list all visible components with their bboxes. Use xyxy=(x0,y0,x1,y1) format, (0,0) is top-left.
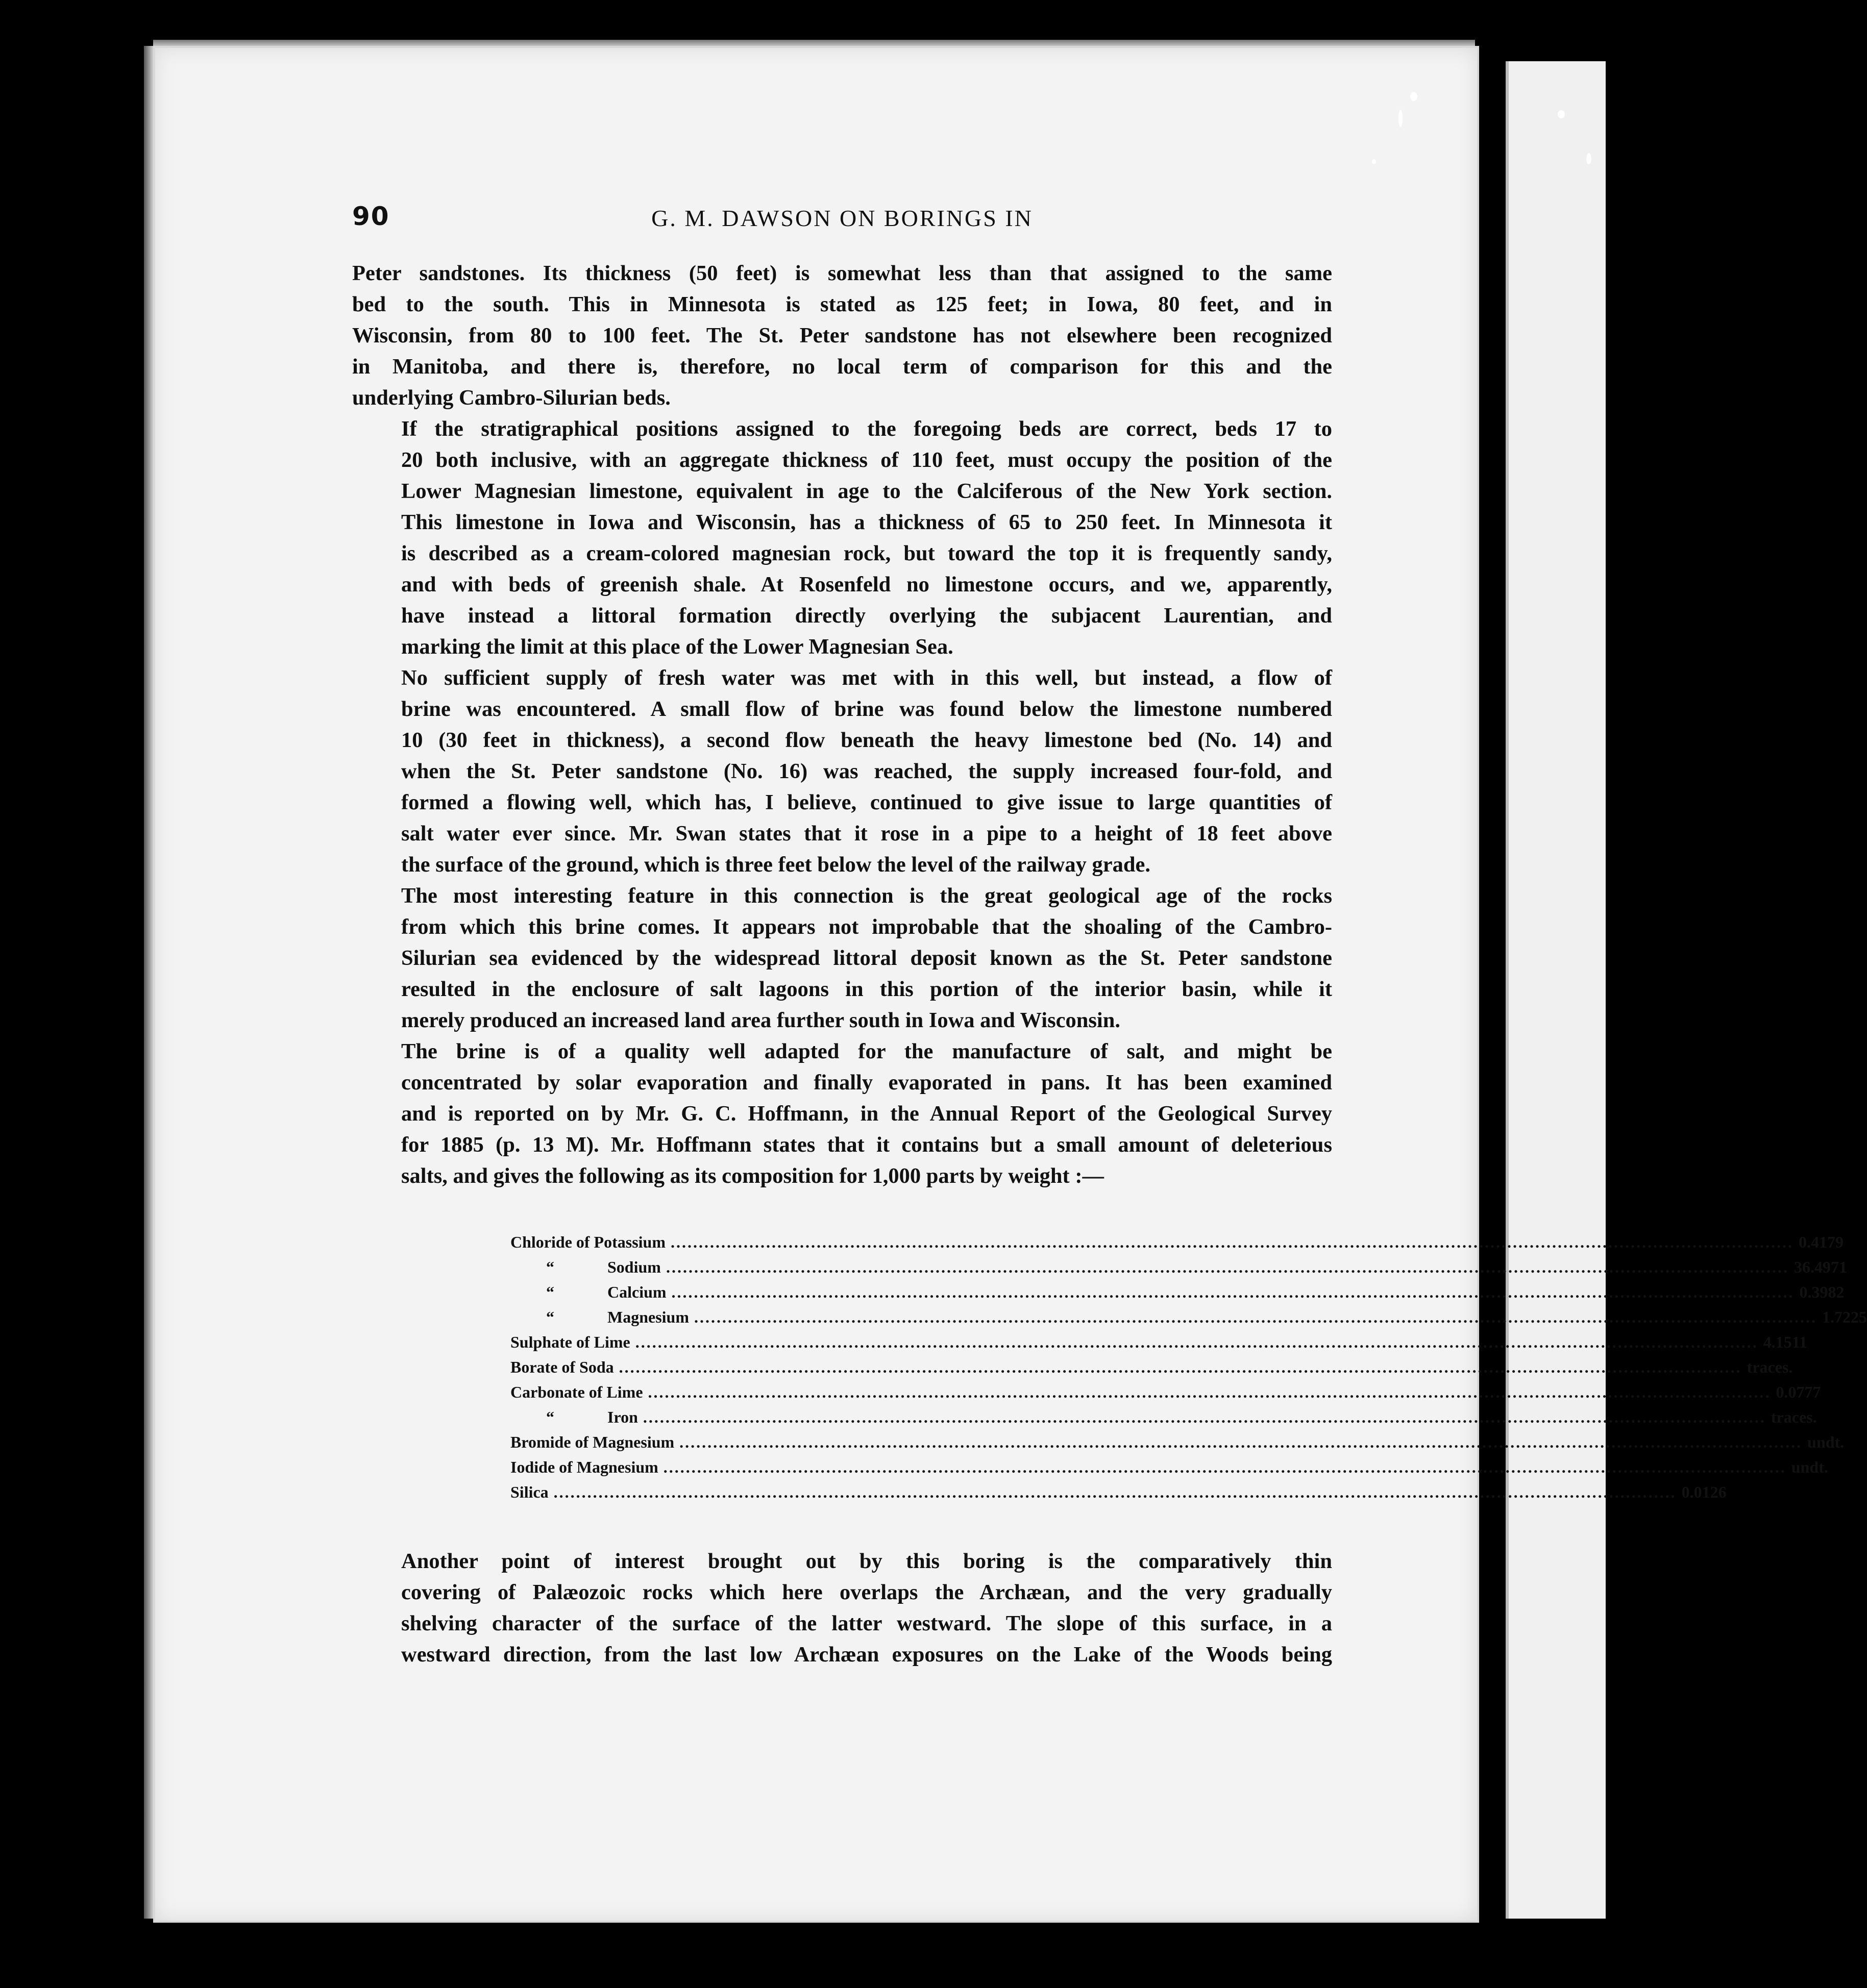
text-line: If the stratigraphical positions assigned to the foregoing beds are correct, beds 17 to xyxy=(401,417,1332,441)
leader-dots: ........................................................................................................................................................................................................ xyxy=(663,1458,1786,1476)
row-value: 1.7225 xyxy=(1822,1308,1867,1326)
text-line: Peter sandstones. Its thickness (50 feet) is somewhat less than that assigned to the same xyxy=(352,261,1332,285)
ditto-mark: “ xyxy=(546,1408,554,1426)
row-value: traces. xyxy=(1747,1358,1793,1376)
row-value: undt. xyxy=(1807,1433,1845,1451)
leader-dots: ........................................................................................................................................................................................................ xyxy=(671,1283,1795,1301)
text-line: brine was encountered. A small flow of brine was found below the limestone numbered xyxy=(401,697,1332,721)
text-line: and with beds of greenish shale. At Rosenfeld no limestone occurs, and we, apparently, xyxy=(401,573,1332,597)
leader-dots: ........................................................................................................................................................................................................ xyxy=(553,1483,1677,1501)
table-row xyxy=(510,1280,1845,1305)
text-line: have instead a littoral formation directly overlying the subjacent Laurentian, and xyxy=(401,604,1332,628)
table-row xyxy=(510,1230,1844,1255)
text-line: The most interesting feature in this connection is the great geological age of the rocks xyxy=(401,884,1332,908)
ditto-mark: “ xyxy=(546,1258,554,1276)
leader-dots: ........................................................................................................................................................................................................ xyxy=(666,1258,1789,1276)
table-row xyxy=(510,1380,1821,1405)
scan-speck xyxy=(1372,159,1376,164)
table-row xyxy=(510,1305,1867,1330)
body-text xyxy=(352,258,1332,1191)
text-line: merely produced an increased land area further south in Iowa and Wisconsin. xyxy=(401,1008,1120,1032)
text-line: underlying Cambro-Silurian beds. xyxy=(352,386,671,410)
page-edge-left xyxy=(144,46,153,1919)
leader-dots: ........................................................................................................................................................................................................ xyxy=(643,1408,1766,1426)
row-label xyxy=(510,1255,661,1280)
paragraph xyxy=(352,1546,1332,1670)
row-value: traces. xyxy=(1771,1408,1817,1426)
leader-dots: ........................................................................................................................................................................................................ xyxy=(635,1333,1758,1351)
row-label xyxy=(510,1480,549,1505)
text-line: from which this brine comes. It appears not improbable that the shoaling of the Cambro- xyxy=(401,915,1332,939)
substance-name: Magnesium xyxy=(607,1308,689,1326)
row-label xyxy=(510,1430,674,1455)
paragraph xyxy=(352,413,1332,662)
text-line: This limestone in Iowa and Wisconsin, has a thickness of 65 to 250 feet. In Minnesota it xyxy=(401,510,1332,534)
running-title: G. M. DAWSON ON BORINGS IN xyxy=(651,205,1033,231)
table-row xyxy=(510,1330,1807,1355)
leader-dots: ........................................................................................................................................................................................................ xyxy=(619,1358,1742,1376)
leader-dots: ........................................................................................................................................................................................................ xyxy=(694,1308,1817,1326)
row-value: 4.1511 xyxy=(1763,1333,1807,1351)
page-header xyxy=(352,202,1332,237)
text-line: resulted in the enclosure of salt lagoons in this portion of the interior basin, while it xyxy=(401,977,1332,1001)
substance-name: Silica xyxy=(510,1483,549,1501)
text-line: bed to the south. This in Minnesota is stated as 125 feet; in Iowa, 80 feet, and in xyxy=(352,292,1332,316)
table-row xyxy=(510,1405,1817,1430)
table-row xyxy=(510,1255,1847,1280)
page-number: 90 xyxy=(352,202,390,231)
scan-speck xyxy=(1398,110,1403,127)
paragraph xyxy=(352,662,1332,880)
text-line: marking the limit at this place of the Lower Magnesian Sea. xyxy=(401,635,953,659)
text-line: Wisconsin, from 80 to 100 feet. The St. Peter sandstone has not elsewhere been recognized xyxy=(352,324,1332,347)
text-line: in Manitoba, and there is, therefore, no local term of comparison for this and the xyxy=(352,355,1332,379)
scan-speck xyxy=(1410,92,1417,101)
table-row xyxy=(510,1430,1845,1455)
closing-text xyxy=(352,1546,1332,1670)
row-label xyxy=(510,1405,638,1430)
substance-name: Chloride of Potassium xyxy=(510,1233,666,1251)
paragraph xyxy=(352,1036,1332,1191)
text-line: salts, and gives the following as its composition for 1,000 parts by weight :— xyxy=(401,1164,1104,1188)
text-line: when the St. Peter sandstone (No. 16) was reached, the supply increased four-fold, and xyxy=(401,759,1332,783)
text-line: for 1885 (p. 13 M). Mr. Hoffmann states that it contains but a small amount of deleterious xyxy=(401,1133,1332,1157)
text-line: covering of Palæozoic rocks which here overlaps the Archæan, and the very gradually xyxy=(401,1580,1332,1604)
text-line: and is reported on by Mr. G. C. Hoffmann, in the Annual Report of the Geological Survey xyxy=(401,1102,1332,1126)
row-value: 36.4971 xyxy=(1794,1258,1847,1276)
substance-name: Sulphate of Lime xyxy=(510,1333,630,1351)
row-label xyxy=(510,1330,630,1355)
text-line: Lower Magnesian limestone, equivalent in age to the Calciferous of the New York section. xyxy=(401,479,1332,503)
row-label xyxy=(510,1355,614,1380)
substance-name: Iodide of Magnesium xyxy=(510,1458,658,1476)
substance-name: Iron xyxy=(607,1408,638,1426)
text-line: Another point of interest brought out by this boring is the comparatively thin xyxy=(401,1549,1332,1573)
text-line: No sufficient supply of fresh water was met with in this well, but instead, a flow of xyxy=(401,666,1332,690)
text-line: the surface of the ground, which is three feet below the level of the railway grade. xyxy=(401,853,1150,877)
text-line: shelving character of the surface of the latter westward. The slope of this surface, in a xyxy=(401,1611,1332,1635)
leader-dots: ........................................................................................................................................................................................................ xyxy=(648,1383,1771,1401)
row-value: 0.0777 xyxy=(1776,1383,1821,1401)
scan-speck xyxy=(1558,110,1565,118)
row-value: undt. xyxy=(1791,1458,1828,1476)
paragraph xyxy=(352,258,1332,413)
text-line: westward direction, from the last low Archæan exposures on the Lake of the Woods being xyxy=(401,1643,1332,1667)
row-value: 0.0126 xyxy=(1681,1483,1727,1501)
substance-name: Calcium xyxy=(607,1283,667,1301)
leader-dots: ........................................................................................................................................................................................................ xyxy=(671,1233,1794,1251)
composition-table xyxy=(510,1230,1867,1505)
text-line: 20 both inclusive, with an aggregate thickness of 110 feet, must occupy the position of the xyxy=(401,448,1332,472)
ditto-mark: “ xyxy=(546,1308,554,1326)
scan-speck xyxy=(1586,153,1591,164)
table-row xyxy=(510,1355,1793,1380)
substance-name: Sodium xyxy=(607,1258,661,1276)
text-line: concentrated by solar evaporation and finally evaporated in pans. It has been examined xyxy=(401,1071,1332,1095)
adjacent-page-edge xyxy=(1506,61,1606,1919)
page-content xyxy=(352,202,1867,1670)
substance-name: Bromide of Magnesium xyxy=(510,1433,675,1451)
table-row xyxy=(510,1455,1828,1480)
substance-name: Carbonate of Lime xyxy=(510,1383,643,1401)
text-line: Silurian sea evidenced by the widespread littoral deposit known as the St. Peter sandstone xyxy=(401,946,1332,970)
text-line: 10 (30 feet in thickness), a second flow beneath the heavy limestone bed (No. 14) and xyxy=(401,728,1332,752)
text-line: The brine is of a quality well adapted for the manufacture of salt, and might be xyxy=(401,1039,1332,1063)
ditto-mark: “ xyxy=(546,1283,554,1301)
substance-name: Borate of Soda xyxy=(510,1358,614,1376)
row-label xyxy=(510,1230,666,1255)
leader-dots: ........................................................................................................................................................................................................ xyxy=(679,1433,1803,1451)
paragraph xyxy=(352,880,1332,1036)
row-label xyxy=(510,1380,643,1405)
row-label xyxy=(510,1280,667,1305)
row-value: 0.3982 xyxy=(1799,1283,1845,1301)
row-value: 0.4179 xyxy=(1799,1233,1844,1251)
row-label xyxy=(510,1455,658,1480)
text-line: salt water ever since. Mr. Swan states that it rose in a pipe to a height of 18 feet above xyxy=(401,822,1332,846)
row-label xyxy=(510,1305,689,1330)
text-line: is described as a cream-colored magnesian rock, but toward the top it is frequently sandy, xyxy=(401,541,1332,565)
table-row xyxy=(510,1480,1727,1505)
text-line: formed a flowing well, which has, I believe, continued to give issue to large quantities of xyxy=(401,790,1332,814)
